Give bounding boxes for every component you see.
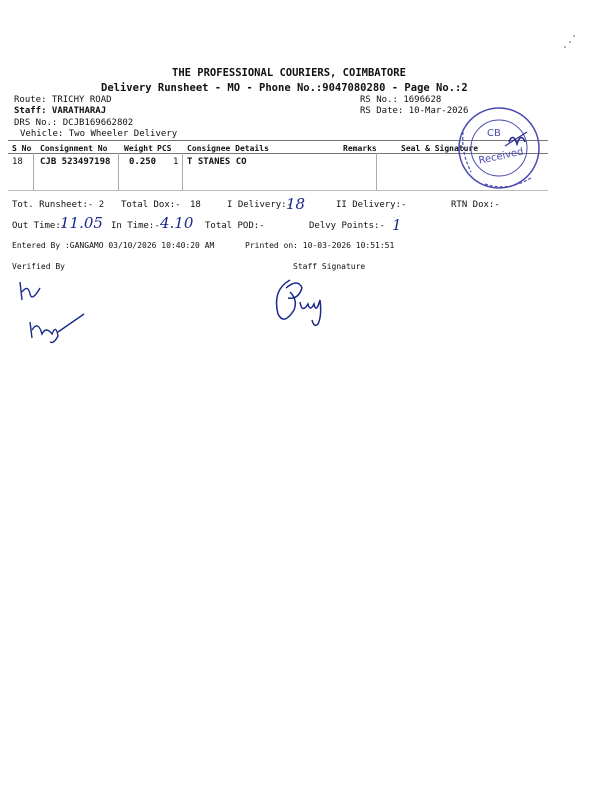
verified-by-label: Verified By [12,262,65,271]
row-weight: 0.250 [129,157,157,167]
runsheet-subtitle: Delivery Runsheet - MO - Phone No.:9047080280 - Page No.:2 [101,82,468,94]
col-consignment: Consignment No [40,144,108,153]
company-title: THE PROFESSIONAL COURIERS, COIMBATORE [172,67,406,79]
col-seal: Seal & Signature [401,144,479,153]
rtn-dox-label: RTN Dox:- [451,200,500,210]
out-time-handwritten: 11.05 [60,214,103,232]
staff-signature [268,270,338,330]
staff: Staff: VARATHARAJ [14,106,107,116]
tot-runsheet: Tot. Runsheet:- 2 [12,200,105,210]
col-weight: Weight [124,144,153,153]
col-remarks: Remarks [343,144,377,153]
total-dox-value: 18 [190,200,201,210]
col-sep [33,153,34,191]
col-sep [376,153,377,191]
col-pcs: PCS [157,144,172,153]
row-pcs: 1 [173,157,179,167]
in-time-handwritten: 4.10 [160,214,194,232]
ii-delivery-label: II Delivery:- [336,200,407,210]
i-delivery-label: I Delivery:- [227,200,293,210]
delvy-points-label: Delvy Points:- [309,221,385,231]
entered-by: Entered By :GANGAMO 03/10/2026 10:40:20 AM [12,241,215,250]
vehicle: Vehicle: Two Wheeler Delivery [20,129,178,139]
scan-specks [560,30,584,54]
total-dox-label: Total Dox:- [121,200,181,210]
i-delivery-handwritten: 18 [286,195,306,213]
out-time-label: Out Time:- [12,221,67,231]
col-sno: S No [12,144,32,153]
total-pod-label: Total POD:- [205,221,265,231]
stamp-received: Received [477,146,525,167]
row-sno: 18 [12,157,23,167]
col-sep [118,153,119,191]
staff-signature-label: Staff Signature [293,262,366,271]
row-consignee: T STANES CO [187,157,247,167]
printed-on: Printed on: 10-03-2026 10:51:51 [245,241,395,250]
col-sep [182,153,183,191]
rs-no: RS No.: 1696628 [360,95,442,105]
stamp-cb: CB [487,128,501,139]
received-stamp [447,102,547,192]
in-time-label: In Time:- [111,221,160,231]
drs-no: DRS No.: DCJB169662802 [14,118,134,128]
row-consignment: CJB 523497198 [40,157,111,167]
col-consignee: Consignee Details [187,144,269,153]
route: Route: TRICHY ROAD [14,95,112,105]
delvy-points-handwritten: 1 [392,216,402,234]
verified-signature [14,276,94,346]
rs-date: RS Date: 10-Mar-2026 [360,106,469,116]
